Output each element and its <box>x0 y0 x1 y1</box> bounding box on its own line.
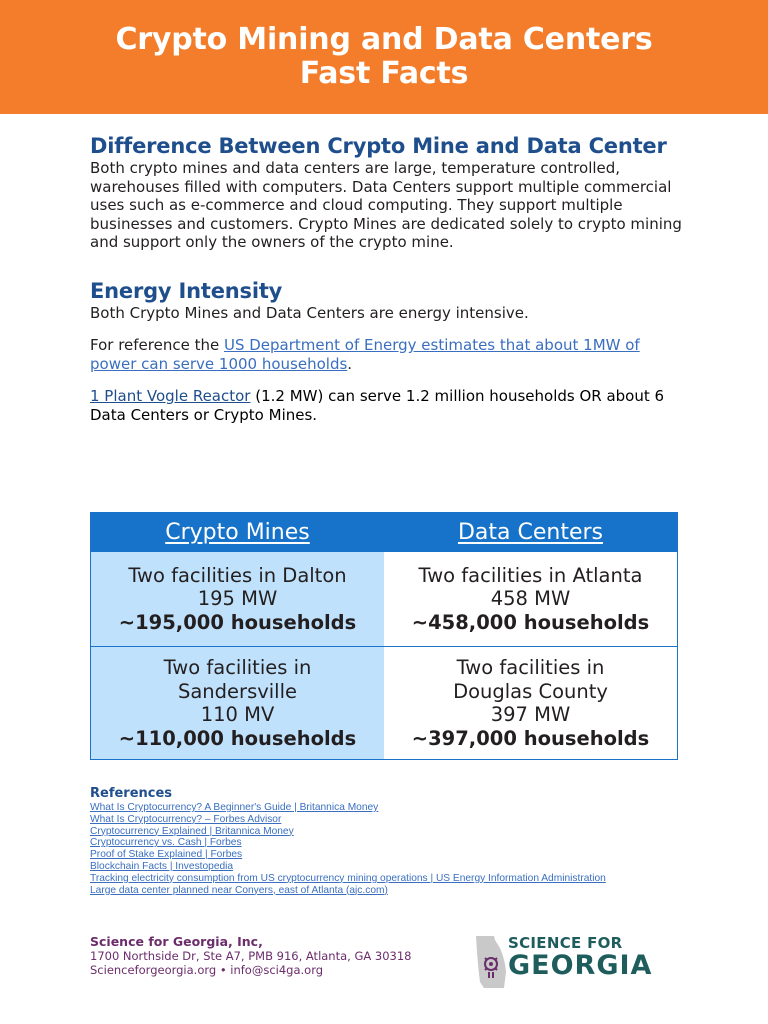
facility-label: Two facilities in <box>456 656 605 679</box>
facility-label: Two facilities in Dalton <box>128 563 347 587</box>
facility-label: Two facilities in <box>163 656 312 679</box>
org-name: Science for Georgia, Inc, <box>90 934 263 949</box>
vogle-reactor-text <box>90 387 682 424</box>
vogle-reactor-link[interactable]: 1 Plant Vogle Reactor <box>90 387 251 405</box>
logo-text <box>508 934 652 980</box>
doe-reference-text <box>90 336 682 373</box>
table-cell-crypto-sandersville <box>91 647 384 759</box>
org-contact: Scienceforgeorgia.org • info@sci4ga.org <box>90 963 324 977</box>
reference-link[interactable]: Large data center planned near Conyers, east of Atlanta (ajc.com) <box>90 884 388 896</box>
header-data-centers: Data Centers <box>457 520 604 545</box>
table-cell-datacenter-douglas <box>384 647 677 759</box>
section-body-difference: Both crypto mines and data centers are large, temperature controlled, warehouses filled with computers. Data Centers support multiple commercial uses such as e-commerce and cloud computing. They support multiple businesses and customers. Crypto Mines are dedicated solely to crypto mining and support only the owners of the crypto mine. <box>90 159 682 251</box>
reference-link[interactable]: Cryptocurrency Explained | Britannica Money <box>90 825 294 837</box>
references-title: References <box>90 786 173 801</box>
power-value: 458 MW <box>490 587 571 611</box>
energy-section <box>90 279 682 425</box>
page-title-line2: Fast Facts <box>299 56 469 91</box>
page-title-line1: Crypto Mining and Data Centers <box>115 22 653 57</box>
facility-location: Douglas County <box>453 679 608 703</box>
references-list <box>90 802 650 896</box>
households-value: ~397,000 households <box>411 726 650 750</box>
doe-suffix: . <box>347 354 353 373</box>
energy-intensity-text: Both Crypto Mines and Data Centers are energy intensive. <box>90 303 529 322</box>
logo-line-georgia: GEORGIA <box>508 950 653 981</box>
section-heading-energy: Energy Intensity <box>90 278 283 303</box>
reference-link[interactable]: What Is Cryptocurrency? – Forbes Advisor <box>90 813 282 825</box>
table-header-row <box>91 513 677 552</box>
doe-estimate-link[interactable]: US Department of Energy estimates that about 1MW of power can serve 1000 households <box>90 336 640 373</box>
facility-label: Two facilities in Atlanta <box>418 563 643 587</box>
header-crypto-mines: Crypto Mines <box>165 520 310 545</box>
georgia-state-map-icon <box>474 934 508 990</box>
households-value: ~195,000 households <box>118 610 357 634</box>
science-for-georgia-logo <box>474 934 653 990</box>
table-cell-crypto-dalton <box>91 552 384 646</box>
power-value: 195 MW <box>197 587 278 611</box>
facility-location: Sandersville <box>177 679 298 703</box>
households-value: ~110,000 households <box>118 726 357 750</box>
comparison-table <box>90 512 678 760</box>
reference-link[interactable]: What Is Cryptocurrency? A Beginner's Guide | Britannica Money <box>90 802 379 813</box>
main-content <box>90 134 682 424</box>
table-row <box>91 552 677 646</box>
vogle-rest: (1.2 MW) can serve 1.2 million households OR about 6 Data Centers or Crypto Mines. <box>90 387 665 424</box>
logo-line-science-for: SCIENCE FOR <box>508 934 623 952</box>
section-heading-difference: Difference Between Crypto Mine and Data Center <box>90 134 667 158</box>
reference-link[interactable]: Tracking electricity consumption from US cryptocurrency mining operations | US Energy Information Administration <box>90 872 606 884</box>
doe-prefix: For reference the <box>90 336 224 354</box>
title-banner <box>0 0 768 114</box>
table-row <box>91 646 677 759</box>
org-address: 1700 Northside Dr, Ste A7, PMB 916, Atlanta, GA 30318 <box>90 949 412 963</box>
power-value: 110 MV <box>200 703 275 726</box>
reference-link[interactable]: Cryptocurrency vs. Cash | Forbes <box>90 837 242 849</box>
households-value: ~458,000 households <box>411 610 650 634</box>
footer-contact <box>90 934 470 977</box>
reference-link[interactable]: Proof of Stake Explained | Forbes <box>90 849 243 861</box>
table-cell-datacenter-atlanta <box>384 552 677 646</box>
references-section <box>90 786 650 896</box>
reference-link[interactable]: Blockchain Facts | Investopedia <box>90 860 234 872</box>
power-value: 397 MW <box>490 703 571 726</box>
